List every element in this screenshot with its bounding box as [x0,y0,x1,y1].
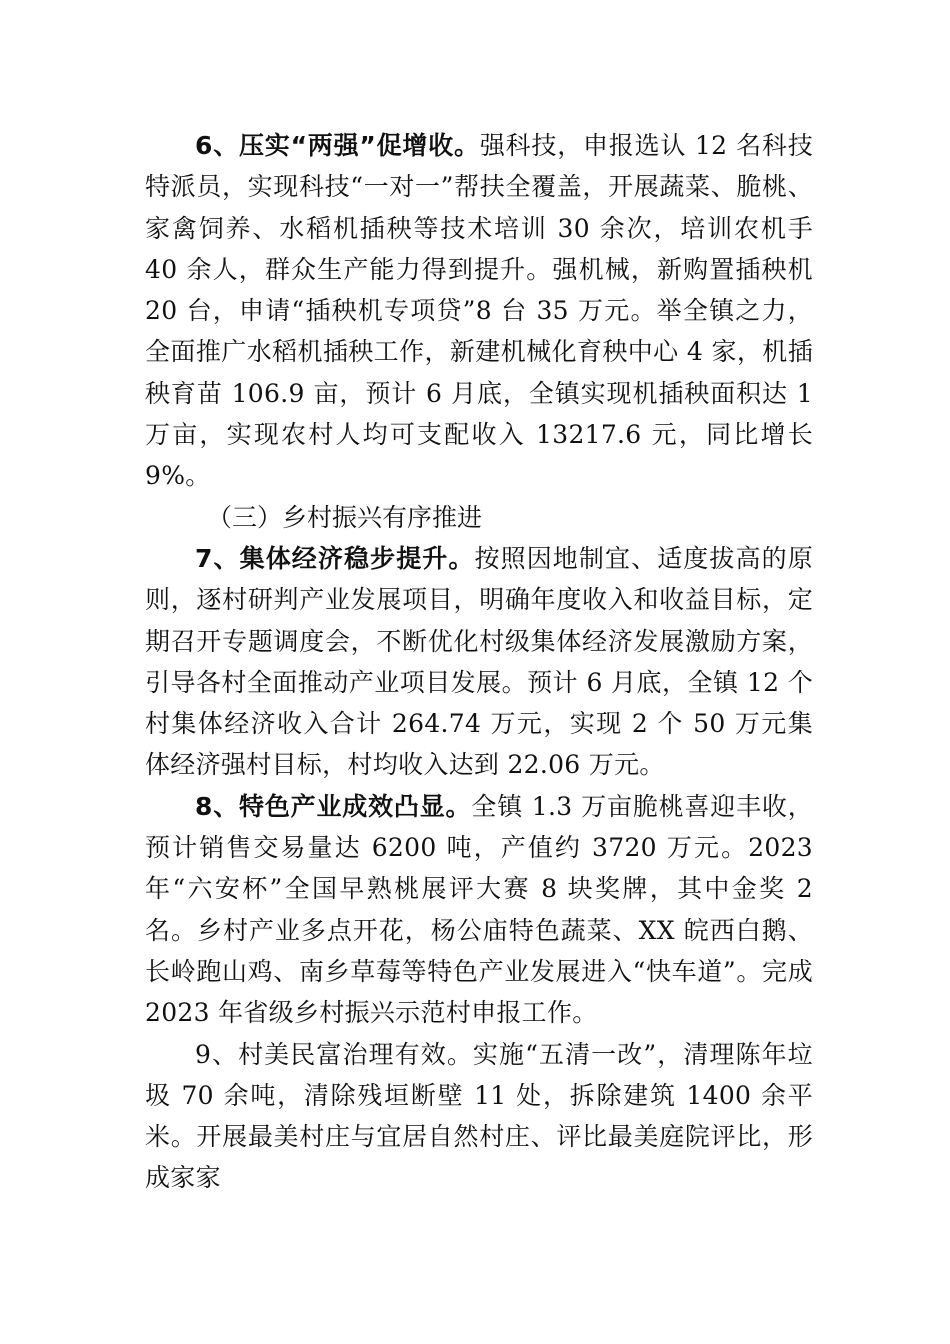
paragraph-8-body: 全镇 1.3 万亩脆桃喜迎丰收，预计销售交易量达 6200 吨，产值约 3720 万元。2023 年“六安杯”全国早熟桃展评大赛 8 块奖牌，其中金奖 2 名。乡村产业多点开花，杨公庙特色蔬菜、XX 皖西白鹅、长岭跑山鸡、南乡草莓等特色产业发展进入“快车道”。完成 2023 年省级乡村振兴示范村申报工作。 [145,791,814,1028]
paragraph-8 [145,786,813,1034]
section-heading-3: （三）乡村振兴有序推进 [207,502,483,532]
paragraph-7-body: 按照因地制宜、适度拔高的原则，逐村研判产业发展项目，明确年度收入和收益目标，定期召开专题调度会，不断优化村级集体经济发展激励方案，引导各村全面推动产业项目发展。预计 6 月底，全镇 12 个村集体经济收入合计 264.74 万元，实现 2 个 50 万元集体经济强村目标，村均收入达到 22.06 万元。 [145,543,813,780]
paragraph-8-lead: 8、特色产业成效凸显。 [195,791,472,821]
paragraph-7-lead: 7、集体经济稳步提升。 [195,543,475,573]
paragraph-7 [145,538,813,786]
paragraph-9 [145,1034,813,1199]
paragraph-9-body: 9、村美民富治理有效。实施“五清一改”，清理陈年垃圾 70 余吨，清除残垣断壁 11 处，拆除建筑 1400 余平米。开展最美村庄与宜居自然村庄、评比最美庭院评比，形成家家 [145,1039,813,1193]
paragraph-6 [145,125,813,497]
document-page [145,125,813,1199]
paragraph-6-body: 强科技，申报选认 12 名科技特派员，实现科技“一对一”帮扶全覆盖，开展蔬菜、脆桃、家禽饲养、水稻机插秧等技术培训 30 余次，培训农机手 40 余人，群众生产能力得到提升。强机械，新购置插秧机 20 台，申请“插秧机专项贷”8 台 35 万元。举全镇之力，全面推广水稻机插秧工作，新建机械化育秧中心 4 家，机插秧育苗 106.9 亩，预计 6 月底，全镇实现机插秧面积达 1 万亩，实现农村人均可支配收入 13217.6 元，同比增长 9%。 [145,131,813,491]
paragraph-6-lead: 6、压实“两强”促增收。 [195,131,480,160]
